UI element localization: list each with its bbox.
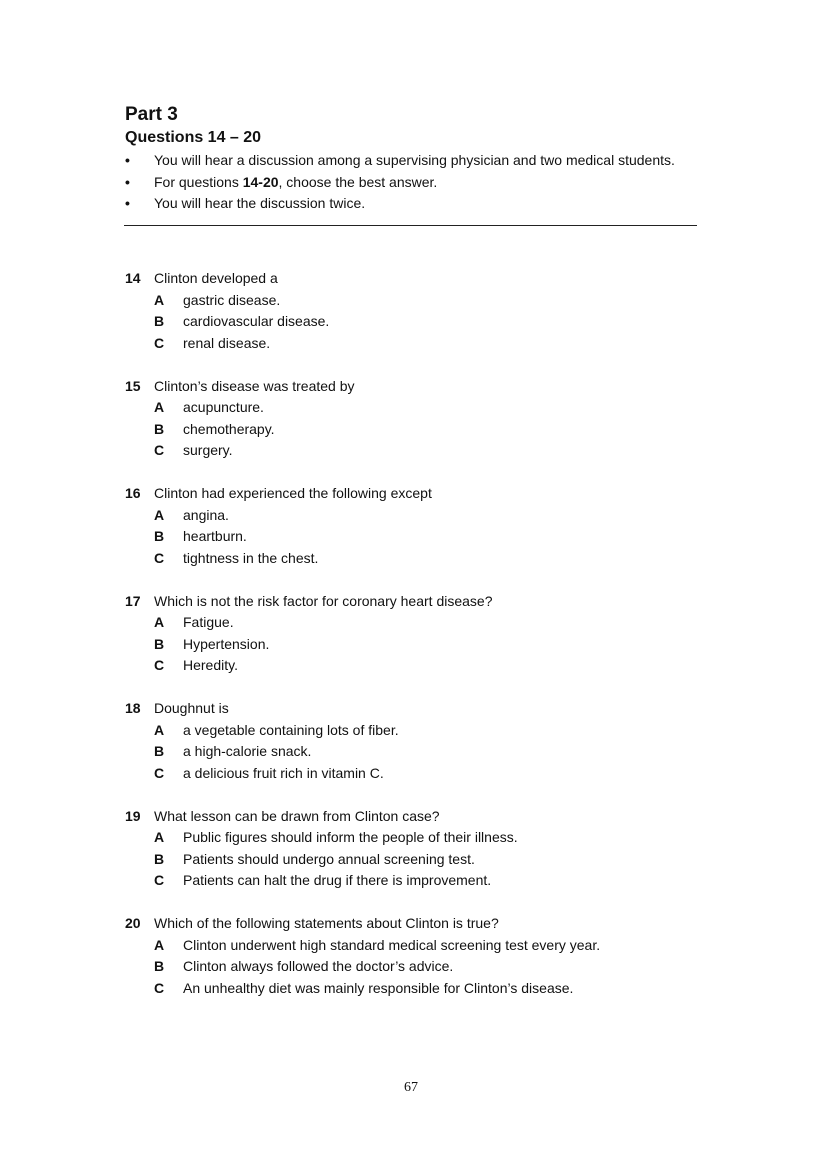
option-text: tightness in the chest. <box>183 549 319 566</box>
option-text: Heredity. <box>183 657 238 673</box>
option-text: An unhealthy diet was mainly responsible for Clinton’s disease. <box>183 979 574 996</box>
option-letter: A <box>154 506 165 523</box>
question-stem: Which of the following statements about Clinton is true? <box>154 915 499 931</box>
question-17 <box>125 591 725 699</box>
question-15 <box>125 376 725 484</box>
question-stem: Which is not the risk factor for coronary heart disease? <box>154 592 493 609</box>
option-text: acupuncture. <box>183 399 264 415</box>
question-14 <box>125 268 725 376</box>
option-letter: A <box>154 291 165 308</box>
question-stem: What lesson can be drawn from Clinton case? <box>154 807 440 824</box>
instruction-text-post: , choose the best answer. <box>278 173 438 190</box>
question-list <box>125 268 725 1021</box>
instruction-list <box>125 150 705 215</box>
option-text: Clinton underwent high standard medical screening test every year. <box>183 936 601 953</box>
answer-option-b <box>125 956 725 978</box>
question-number: 19 <box>125 807 141 824</box>
option-text: a high-calorie snack. <box>183 743 312 759</box>
answer-option-b <box>125 311 725 333</box>
question-number: 14 <box>125 270 141 286</box>
answer-option-a <box>125 505 725 527</box>
option-letter: A <box>154 829 165 845</box>
option-text: renal disease. <box>183 334 271 351</box>
question-stem-row <box>125 913 725 935</box>
option-letter: B <box>154 743 165 759</box>
question-stem: Clinton developed a <box>154 270 278 286</box>
option-letter: B <box>154 313 165 329</box>
question-stem-row <box>125 483 725 505</box>
answer-option-a <box>125 720 725 742</box>
option-letter: B <box>154 420 165 437</box>
answer-option-c <box>125 548 725 570</box>
option-letter: C <box>154 764 165 781</box>
answer-option-a <box>125 935 725 957</box>
answer-option-b <box>125 634 725 656</box>
option-text: heartburn. <box>183 528 247 544</box>
question-stem-row <box>125 806 725 828</box>
question-16 <box>125 483 725 591</box>
answer-option-b <box>125 741 725 763</box>
question-number: 16 <box>125 485 141 501</box>
answer-option-c <box>125 870 725 892</box>
question-20 <box>125 913 725 1021</box>
question-stem-row <box>125 591 725 613</box>
option-text: angina. <box>183 506 229 523</box>
part-title: Part 3 <box>125 104 178 125</box>
option-text: Clinton always followed the doctor’s advice. <box>183 958 454 974</box>
option-text: surgery. <box>183 442 233 458</box>
question-19 <box>125 806 725 914</box>
instruction-text: You will hear a discussion among a supervising physician and two medical students. <box>154 152 675 168</box>
answer-option-b <box>125 419 725 441</box>
question-stem-row <box>125 698 725 720</box>
option-letter: A <box>154 399 165 415</box>
option-text: gastric disease. <box>183 291 281 308</box>
option-letter: C <box>154 872 165 888</box>
bullet-icon: • <box>125 173 130 190</box>
question-number: 15 <box>125 377 141 394</box>
option-letter: B <box>154 528 165 544</box>
question-stem-row <box>125 268 725 290</box>
option-letter: A <box>154 721 165 738</box>
question-number: 18 <box>125 700 141 716</box>
question-stem-row <box>125 376 725 398</box>
answer-option-c <box>125 978 725 1000</box>
answer-option-b <box>125 526 725 548</box>
question-stem: Clinton had experienced the following except <box>154 485 432 501</box>
option-letter: B <box>154 850 165 867</box>
option-text: Public figures should inform the people of their illness. <box>183 829 518 845</box>
option-letter: B <box>154 958 165 974</box>
bullet-icon: • <box>125 152 130 168</box>
instruction-item <box>125 172 705 194</box>
option-letter: C <box>154 334 165 351</box>
option-text: Hypertension. <box>183 635 270 652</box>
option-letter: A <box>154 936 165 953</box>
question-stem: Clinton’s disease was treated by <box>154 377 355 394</box>
answer-option-a <box>125 397 725 419</box>
answer-option-c <box>125 655 725 677</box>
instruction-item <box>125 193 705 215</box>
option-text: chemotherapy. <box>183 420 275 437</box>
question-range: Questions 14 – 20 <box>125 129 262 146</box>
option-letter: A <box>154 614 165 630</box>
answer-option-a <box>125 290 725 312</box>
option-letter: C <box>154 979 165 996</box>
bullet-icon: • <box>125 195 130 211</box>
question-number: 20 <box>125 915 141 931</box>
instruction-text-bold: 14-20 <box>242 173 279 190</box>
question-18 <box>125 698 725 806</box>
option-text: Patients should undergo annual screening test. <box>183 850 475 867</box>
option-text: Fatigue. <box>183 614 234 630</box>
answer-option-a <box>125 612 725 634</box>
option-text: Patients can halt the drug if there is improvement. <box>183 872 492 888</box>
answer-option-c <box>125 763 725 785</box>
page-number: 67 <box>404 1080 418 1095</box>
answer-option-b <box>125 849 725 871</box>
answer-option-c <box>125 440 725 462</box>
question-stem: Doughnut is <box>154 700 229 716</box>
option-text: a vegetable containing lots of fiber. <box>183 721 399 738</box>
answer-option-c <box>125 333 725 355</box>
option-letter: C <box>154 657 165 673</box>
option-text: cardiovascular disease. <box>183 313 330 329</box>
option-text: a delicious fruit rich in vitamin C. <box>183 764 384 781</box>
answer-option-a <box>125 827 725 849</box>
option-letter: C <box>154 549 165 566</box>
instruction-item <box>125 150 705 172</box>
instruction-text-pre: For questions <box>154 173 243 190</box>
divider <box>124 225 697 226</box>
option-letter: C <box>154 442 165 458</box>
instruction-text: You will hear the discussion twice. <box>154 195 366 211</box>
option-letter: B <box>154 635 165 652</box>
question-number: 17 <box>125 592 141 609</box>
